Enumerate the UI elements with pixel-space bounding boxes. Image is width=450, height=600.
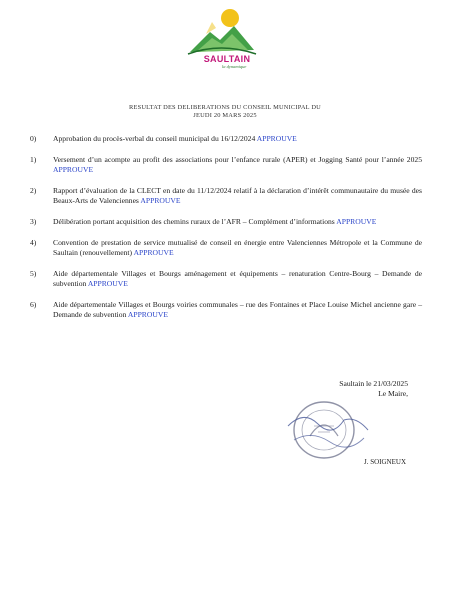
item-text: Versement d’un acompte au profit des associations pour l’enfance rurale (APER) et Jogging Santé pour l’année 2025 (53, 155, 422, 164)
deliberation-item (30, 300, 422, 320)
item-status: APPROUVE (256, 134, 297, 143)
signatory-role: Le Maire, (378, 389, 408, 398)
deliberation-item (30, 238, 422, 258)
item-status: APPROUVE (140, 196, 181, 205)
item-status: APPROUVE (53, 165, 94, 174)
item-status: APPROUVE (127, 310, 168, 319)
document-title (80, 104, 370, 120)
title-line-2: JEUDI 20 MARS 2025 (193, 112, 257, 119)
item-number: 6) (30, 300, 37, 309)
item-number: 1) (30, 155, 37, 164)
mairie-stamp (284, 396, 372, 466)
place-date: Saultain le 21/03/2025 (339, 379, 408, 388)
title-line-1: RESULTAT DES DELIBERATIONS DU CONSEIL MUNICIPAL DU (129, 104, 321, 111)
item-text: Convention de prestation de service mutualisé de conseil en énergie entre Valenciennes Métropole et la Commune de Saultain (renouvellement) (53, 238, 422, 257)
logo-sun (221, 9, 239, 27)
item-number: 5) (30, 269, 37, 278)
item-text: Approbation du procès-verbal du conseil municipal du 16/12/2024 (53, 134, 256, 143)
logo-tagline: la dynamique (222, 64, 247, 69)
deliberation-list (30, 134, 422, 331)
logo-name: SAULTAIN (203, 54, 251, 64)
item-number: 3) (30, 217, 37, 226)
item-text: Aide départementale Villages et Bourgs aménagement et équipements – renaturation Centre-Bourg – Demande de subvention (53, 269, 422, 288)
item-number: 4) (30, 238, 37, 247)
item-status: APPROUVE (336, 217, 377, 226)
item-status: APPROUVE (133, 248, 174, 257)
item-text: Délibération portant acquisition des chemins ruraux de l’AFR – Complément d’informations (53, 217, 335, 226)
deliberation-item (30, 269, 422, 289)
deliberation-item (30, 217, 422, 227)
item-number: 2) (30, 186, 37, 195)
deliberation-item (30, 155, 422, 175)
signatory-name: J. SOIGNEUX (364, 458, 406, 466)
item-text: Aide départementale Villages et Bourgs voiries communales – rue des Fontaines et Place Louise Michel ancienne gare – Demande de subvention (53, 300, 422, 319)
item-number: 0) (30, 134, 37, 143)
item-status: APPROUVE (87, 279, 128, 288)
item-text: Rapport d’évaluation de la CLECT en date du 11/12/2024 relatif à la déclaration d’intérêt communautaire du musée des Beaux-Arts de Valenciennes (53, 186, 422, 205)
deliberation-item (30, 186, 422, 206)
signature-scribble (288, 417, 368, 430)
deliberation-item (30, 134, 422, 144)
